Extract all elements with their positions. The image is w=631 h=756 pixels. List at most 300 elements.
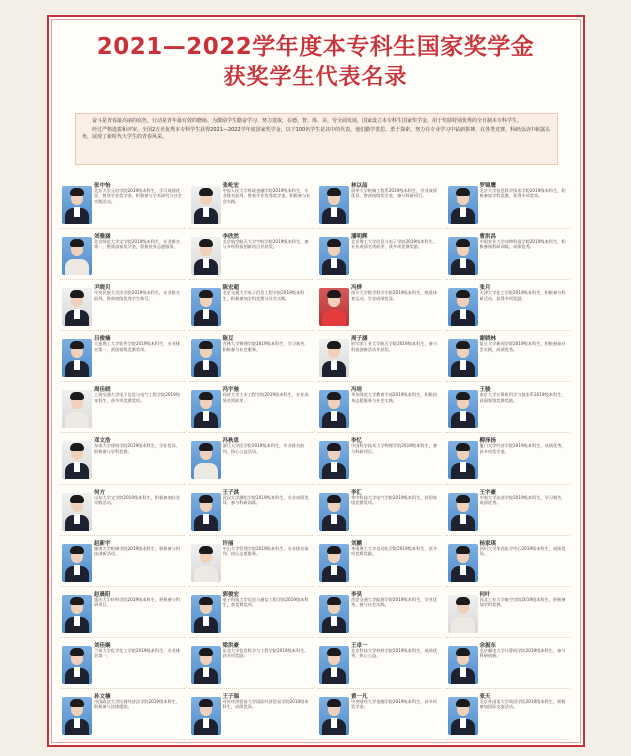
card-divider (189, 688, 314, 689)
student-photo-hair (327, 443, 341, 451)
student-name: 许丽 (222, 540, 234, 547)
student-card (446, 384, 571, 433)
card-divider (189, 637, 314, 638)
student-photo (319, 186, 349, 224)
student-name: 李欣然 (222, 234, 240, 241)
student-name: 林以喆 (351, 183, 368, 189)
student-card (189, 333, 314, 382)
card-divider (446, 739, 571, 740)
student-name: 赵晨阳 (94, 591, 111, 598)
student-photo (62, 697, 92, 735)
student-card (446, 180, 571, 229)
student-name: 刘雅涵 (94, 234, 111, 241)
student-photo (62, 493, 92, 531)
student-name: 孙文楠 (94, 693, 111, 700)
student-card (446, 691, 571, 740)
student-card (446, 640, 571, 689)
student-photo-hair (327, 341, 341, 349)
student-photo (191, 441, 221, 479)
student-card (189, 487, 314, 536)
student-photo (191, 697, 221, 735)
student-photo (319, 390, 349, 428)
student-photo (191, 186, 221, 224)
student-card (446, 589, 571, 638)
student-photo-shirt (74, 360, 80, 370)
student-photo (448, 288, 478, 326)
intro-paragraph: 奋斗是青春最亮丽的底色，行动是青年最有效的磨砺。为激励学生勤奋学习、努力进取，在德、智、体、美、劳全面发展，国家设立本专科生国家奖学金，用于奖励特别优秀的全日制本专科学生。 (92, 118, 523, 124)
student-description: 清华大学机械工程系2019级本科生，学业成绩优异，曾获校级奖学金，参与科研项目。 (351, 188, 438, 199)
student-photo (448, 441, 478, 479)
student-photo-shirt (331, 667, 337, 677)
card-divider (317, 228, 442, 229)
student-description: 电子科技大学信息与通信工程学院2019级本科生，获竞赛奖项。 (222, 596, 309, 608)
card-divider (189, 330, 314, 331)
student-description: 东南大学建筑学院2019级本科生，学业优异，积极参与学科竞赛。 (94, 443, 181, 454)
student-description: 中央民族大学法学院2019级本科生，专业排名前列，曾获校级优秀学生称号。 (94, 290, 181, 301)
student-card (60, 538, 185, 587)
student-name: 杨家琪 (479, 540, 497, 547)
student-photo-hair (199, 290, 213, 298)
card-divider (60, 535, 185, 536)
student-description: 兰州大学化学化工学院2019级本科生，专业排名第一。 (94, 647, 181, 659)
student-description: 浙江大学医学院2019级本科生，专业排名前列，热心公益活动。 (222, 443, 305, 454)
card-divider (317, 535, 442, 536)
card-divider (317, 484, 442, 485)
student-name: 王子瑞 (222, 693, 240, 700)
student-photo-hair (456, 495, 470, 503)
student-description: 重庆大学材料学院2019级本科生，积极参与科研项目。 (94, 596, 181, 608)
student-photo-shirt (331, 565, 337, 575)
student-photo-shirt (331, 258, 337, 268)
student-description: 天津大学化工学院2019级本科生，积极参与科研活动，获得多项奖励。 (479, 290, 566, 301)
card-divider (189, 279, 314, 280)
student-photo-hair (327, 188, 341, 196)
student-photo-shirt (460, 514, 466, 524)
student-photo-hair (327, 239, 341, 247)
student-photo-hair (327, 290, 341, 298)
intro-box (75, 113, 558, 165)
student-photo (62, 288, 92, 326)
card-divider (60, 432, 185, 433)
student-name: 尹晓贝 (94, 285, 111, 292)
student-photo (319, 288, 349, 326)
student-card (317, 180, 442, 229)
student-photo-shirt (331, 411, 337, 421)
student-photo-shirt (460, 667, 466, 677)
card-divider (446, 432, 571, 433)
student-photo-body (194, 463, 218, 479)
student-name: 冯烨 (351, 285, 363, 292)
student-card (189, 180, 314, 229)
student-photo (319, 646, 349, 684)
student-card (317, 231, 442, 280)
card-divider (189, 535, 314, 536)
student-photo-shirt (74, 514, 80, 524)
card-divider (60, 688, 185, 689)
student-photo (62, 595, 92, 633)
student-photo-hair (456, 699, 470, 707)
student-photo (448, 390, 478, 428)
student-description: 同济大学土木工程学院2019级本科生，专业成绩名列前茅。 (222, 392, 309, 403)
student-card (189, 538, 314, 587)
student-description: 哈尔滨工业大学航天学院2019级本科生，参与科技创新活动并获奖。 (351, 341, 438, 352)
student-description: 中国科学技术大学物理学院2019级本科生，参与科研项目。 (351, 443, 438, 454)
student-photo-hair (70, 443, 84, 451)
student-name: 梁洪豪 (222, 642, 240, 649)
student-card (60, 333, 185, 382)
student-name: 王骏 (479, 387, 491, 394)
student-name: 周子涵 (351, 336, 368, 343)
card-divider (446, 228, 571, 229)
card-divider (317, 381, 442, 382)
student-photo-hair (199, 546, 213, 554)
student-name: 张屹宏 (222, 183, 240, 189)
student-card (317, 435, 442, 484)
card-divider (317, 688, 442, 689)
card-divider (60, 739, 185, 740)
student-card (446, 538, 571, 587)
student-photo-hair (199, 392, 213, 400)
student-photo (448, 186, 478, 224)
card-divider (446, 279, 571, 280)
student-photo-shirt (203, 616, 209, 626)
student-photo-hair (456, 341, 470, 349)
student-card (317, 333, 442, 382)
student-name: 余振东 (479, 642, 497, 649)
student-photo (62, 646, 92, 684)
student-photo (62, 544, 92, 582)
student-name: 王子淇 (222, 489, 240, 496)
card-divider (189, 432, 314, 433)
student-photo-hair (327, 392, 341, 400)
student-name: 李忆 (351, 438, 363, 445)
student-name: 张月 (479, 285, 491, 292)
student-photo (448, 339, 478, 377)
student-photo (191, 646, 221, 684)
student-description: 对外经济贸易大学国际经济贸易学院2019级本科生，成绩优异。 (222, 698, 309, 710)
student-photo (62, 186, 92, 224)
student-photo-shirt (74, 309, 80, 319)
student-photo-shirt (460, 718, 466, 728)
student-description: 中南大学冶金学院2019级本科生，学习刻苦，成绩优秀。 (479, 494, 566, 505)
student-photo-hair (456, 443, 470, 451)
student-card (317, 487, 442, 536)
card-divider (317, 330, 442, 331)
student-photo-hair (70, 290, 84, 298)
student-description: 复旦大学新闻学院2019级本科生，积极参加社会实践，成绩优秀。 (479, 341, 566, 352)
student-photo-hair (327, 699, 341, 707)
student-description: 吉林大学物理学院2019级本科生，学习刻苦，积极参与社会服务。 (222, 341, 309, 352)
card-divider (189, 381, 314, 382)
student-card (317, 282, 442, 331)
student-name: 柳泽扬 (479, 438, 497, 445)
student-card (446, 487, 571, 536)
student-photo-hair (456, 597, 470, 605)
student-description: 上海交通大学电子信息与电气工程学院2019级本科生，获多项竞赛奖项。 (94, 392, 181, 403)
student-photo-shirt (74, 565, 80, 575)
student-name: 张天 (479, 693, 491, 700)
student-description: 华东师范大学教育学部2019级本科生，积极投身志愿服务与社会实践。 (351, 392, 438, 403)
student-photo (319, 339, 349, 377)
student-description: 四川大学华西医学中心2019级本科生，成绩优异。 (479, 545, 566, 557)
student-photo-hair (70, 392, 84, 400)
student-description: 中国农业大学动物科技学院2019级本科生，积极参加科研训练，成绩优秀。 (479, 239, 566, 250)
student-name: 冯培 (351, 387, 363, 394)
student-photo-shirt (331, 718, 337, 728)
student-card (317, 640, 442, 689)
student-photo (448, 595, 478, 633)
student-photo-hair (199, 341, 213, 349)
student-photo (191, 339, 221, 377)
student-description: 西北工业大学航空学院2019级本科生，积极参加学科竞赛。 (479, 596, 566, 608)
card-divider (189, 739, 314, 740)
card-divider (446, 484, 571, 485)
student-photo-hair (70, 699, 84, 707)
student-photo-shirt (331, 360, 337, 370)
student-description: 北京大学元培学院2019级本科生。学习成绩优异，曾获学业奖学金，积极参与学术研究与社会实践活动。 (94, 188, 182, 204)
student-description: 东北大学信息科学与工程学院2019级本科生，获多项奖励。 (222, 647, 309, 659)
student-name: 冯宇驰 (222, 387, 240, 394)
student-photo-shirt (460, 258, 466, 268)
student-photo-hair (70, 239, 84, 247)
student-name: 黄一凡 (351, 693, 368, 700)
student-card (317, 384, 442, 433)
student-photo-hair (70, 495, 84, 503)
student-photo-hair (199, 648, 213, 656)
student-description: 南京大学计算机科学与技术系2019级本科生，获国家级竞赛奖励。 (479, 392, 566, 403)
student-card (317, 691, 442, 740)
student-photo (319, 697, 349, 735)
student-photo-hair (327, 495, 341, 503)
student-photo (191, 595, 221, 633)
card-divider (317, 637, 442, 638)
student-card (60, 384, 185, 433)
student-card (60, 487, 185, 536)
card-divider (317, 279, 442, 280)
student-description: 北京邮电大学计算机学院2019级本科生，参与科研创新。 (479, 647, 566, 659)
student-photo-shirt (74, 462, 80, 472)
student-description: 北京师范大学文学院2019级本科生，专业排名第一，曾获国家奖学金，积极投身志愿服务。 (94, 239, 181, 250)
student-photo-body (194, 566, 218, 582)
student-description: 南开大学数学科学学院2019级本科生，热爱体育运动，学业成绩优异。 (351, 290, 438, 301)
student-photo (448, 646, 478, 684)
student-photo-body (65, 259, 89, 275)
student-description: 华南理工大学自动化学院2019级本科生，获多项竞赛奖励。 (351, 545, 438, 557)
student-photo-shirt (460, 207, 466, 217)
student-photo-shirt (460, 360, 466, 370)
student-photo (448, 697, 478, 735)
student-photo-hair (70, 648, 84, 656)
card-divider (446, 330, 571, 331)
student-photo (319, 237, 349, 275)
card-divider (60, 637, 185, 638)
student-name: 周佳晓 (94, 387, 111, 394)
student-name: 赵新宇 (94, 540, 111, 547)
student-photo-hair (70, 341, 84, 349)
student-name: 陈宏超 (222, 285, 240, 292)
student-photo-hair (456, 648, 470, 656)
student-photo-hair (327, 648, 341, 656)
student-photo-body (451, 617, 475, 633)
card-divider (446, 535, 571, 536)
student-card (317, 589, 442, 638)
student-photo-shirt (74, 616, 80, 626)
student-photo (62, 390, 92, 428)
student-photo (319, 544, 349, 582)
student-photo-hair (199, 188, 213, 196)
student-photo-shirt (203, 718, 209, 728)
student-photo-hair (199, 495, 213, 503)
student-description: 山东大学文学院2019级本科生，积极参加社会实践活动。 (94, 494, 181, 505)
student-card (60, 640, 185, 689)
student-photo (62, 441, 92, 479)
student-name: 李汇 (351, 489, 363, 496)
student-photo-shirt (203, 258, 209, 268)
student-card (446, 333, 571, 382)
student-name: 谢晓林 (479, 336, 497, 343)
student-name: 曹洪昌 (479, 234, 497, 241)
student-name: 陈豆 (222, 336, 234, 343)
student-photo-hair (199, 239, 213, 247)
student-photo (191, 493, 221, 531)
student-photo-shirt (460, 462, 466, 472)
student-card (60, 282, 185, 331)
student-photo (448, 493, 478, 531)
student-photo-shirt (460, 309, 466, 319)
student-description: 北京外国语大学英语学院2019级本科生，积极参加国际交流活动。 (479, 698, 566, 710)
student-description: 中国政法大学民商经济法学院2019级本科生，积极参与法律援助。 (94, 698, 181, 710)
student-photo-shirt (203, 207, 209, 217)
student-photo (448, 237, 478, 275)
student-description: 北京航空航天大学宇航学院2019级本科生，参与多项科技创新项目并获奖。 (222, 239, 309, 250)
student-description: 厦门大学经济学院2019级本科生，成绩优秀，获多项奖学金。 (479, 443, 566, 454)
student-photo-shirt (203, 667, 209, 677)
student-photo-shirt (74, 718, 80, 728)
student-name: 罗锦鹰 (479, 183, 497, 189)
student-photo-hair (456, 546, 470, 554)
student-name: 李昊 (351, 591, 363, 598)
student-photo-hair (456, 392, 470, 400)
card-divider (60, 279, 185, 280)
student-photo (448, 544, 478, 582)
student-card (317, 538, 442, 587)
student-photo-hair (70, 188, 84, 196)
student-photo (191, 544, 221, 582)
card-divider (317, 586, 442, 587)
student-photo-hair (456, 239, 470, 247)
student-card (60, 435, 185, 484)
student-photo (319, 441, 349, 479)
student-name: 王卓一 (351, 642, 368, 649)
student-photo-hair (70, 546, 84, 554)
student-card (446, 231, 571, 280)
student-card (189, 589, 314, 638)
card-divider (446, 688, 571, 689)
student-photo-shirt (74, 667, 80, 677)
page-title: 2021—2022学年度本专科生国家奖学金 (96, 34, 535, 60)
student-photo-shirt (203, 411, 209, 421)
student-name: 刘佳娴 (94, 642, 111, 649)
student-photo-shirt (74, 207, 80, 217)
card-divider (60, 330, 185, 331)
student-photo-shirt (331, 514, 337, 524)
card-divider (446, 637, 571, 638)
student-photo (319, 595, 349, 633)
student-photo (191, 288, 221, 326)
student-photo-hair (327, 546, 341, 554)
student-photo-hair (199, 443, 213, 451)
student-photo-shirt (203, 360, 209, 370)
student-photo (319, 493, 349, 531)
student-card (189, 435, 314, 484)
student-description: 中山大学管理学院2019级本科生，专业排名前列，热心志愿服务。 (222, 545, 309, 557)
student-photo-hair (327, 597, 341, 605)
card-divider (60, 228, 185, 229)
student-card (60, 180, 185, 229)
student-description: 西安交通大学能源学院2019级本科生，学业优秀，参与社会实践。 (351, 596, 438, 608)
student-photo-shirt (460, 411, 466, 421)
card-divider (446, 586, 571, 587)
student-photo-hair (456, 290, 470, 298)
student-description: 武汉大学测绘学院2019级本科生，专业成绩优异，参与科研训练。 (222, 494, 309, 505)
student-card (60, 589, 185, 638)
student-description: 北京科技大学材料学院2019级本科生，成绩优秀，热心公益。 (351, 647, 438, 659)
student-photo-shirt (203, 309, 209, 319)
student-photo-shirt (331, 207, 337, 217)
student-description: 中国人民大学财政金融学院2019级本科生，专业排名前列，曾获学业优秀奖学金，积极参与社会实践。 (222, 188, 311, 204)
card-divider (60, 586, 185, 587)
student-photo-hair (456, 188, 470, 196)
student-photo-body (65, 412, 89, 428)
student-name: 吕俊楠 (94, 336, 111, 343)
card-divider (446, 381, 571, 382)
student-card (189, 282, 314, 331)
student-name: 王宇豪 (479, 489, 497, 496)
student-description: 北京大学信息科学技术学院2019级本科生，积极参加学科竞赛，获得多项奖项。 (479, 188, 566, 199)
student-photo (191, 237, 221, 275)
student-card (60, 691, 185, 740)
card-divider (317, 739, 442, 740)
student-description: 中央财经大学金融学院2019级本科生，获多项奖学金。 (351, 698, 438, 710)
student-description: 大连理工大学软件学院2019级本科生，专业排名第一，获国家级竞赛奖项。 (94, 341, 181, 352)
student-card (60, 231, 185, 280)
card-divider (317, 432, 442, 433)
student-name: 郭俊宏 (222, 591, 240, 598)
card-divider (189, 484, 314, 485)
page-subtitle: 获奖学生代表名录 (223, 65, 408, 90)
student-name: 刘鹏 (351, 540, 363, 547)
card-divider (60, 484, 185, 485)
student-grid (60, 180, 570, 740)
student-photo-body (322, 310, 346, 326)
student-description: 湖南大学机械学院2019级本科生，积极参与科技创新活动。 (94, 545, 181, 557)
student-name: 邓文浩 (94, 438, 111, 445)
student-photo-shirt (460, 565, 466, 575)
student-photo (62, 339, 92, 377)
student-photo (62, 237, 92, 275)
student-description: 华中科技大学电气学院2019级本科生，获国家级竞赛奖项。 (351, 494, 438, 505)
student-photo-shirt (331, 616, 337, 626)
card-divider (189, 228, 314, 229)
card-divider (189, 586, 314, 587)
student-photo-shirt (331, 462, 337, 472)
card-divider (60, 381, 185, 382)
student-name: 何叶 (479, 591, 491, 598)
student-name: 潘明辉 (351, 234, 368, 241)
student-card (189, 231, 314, 280)
student-name: 何方 (94, 489, 106, 496)
student-photo-hair (70, 597, 84, 605)
